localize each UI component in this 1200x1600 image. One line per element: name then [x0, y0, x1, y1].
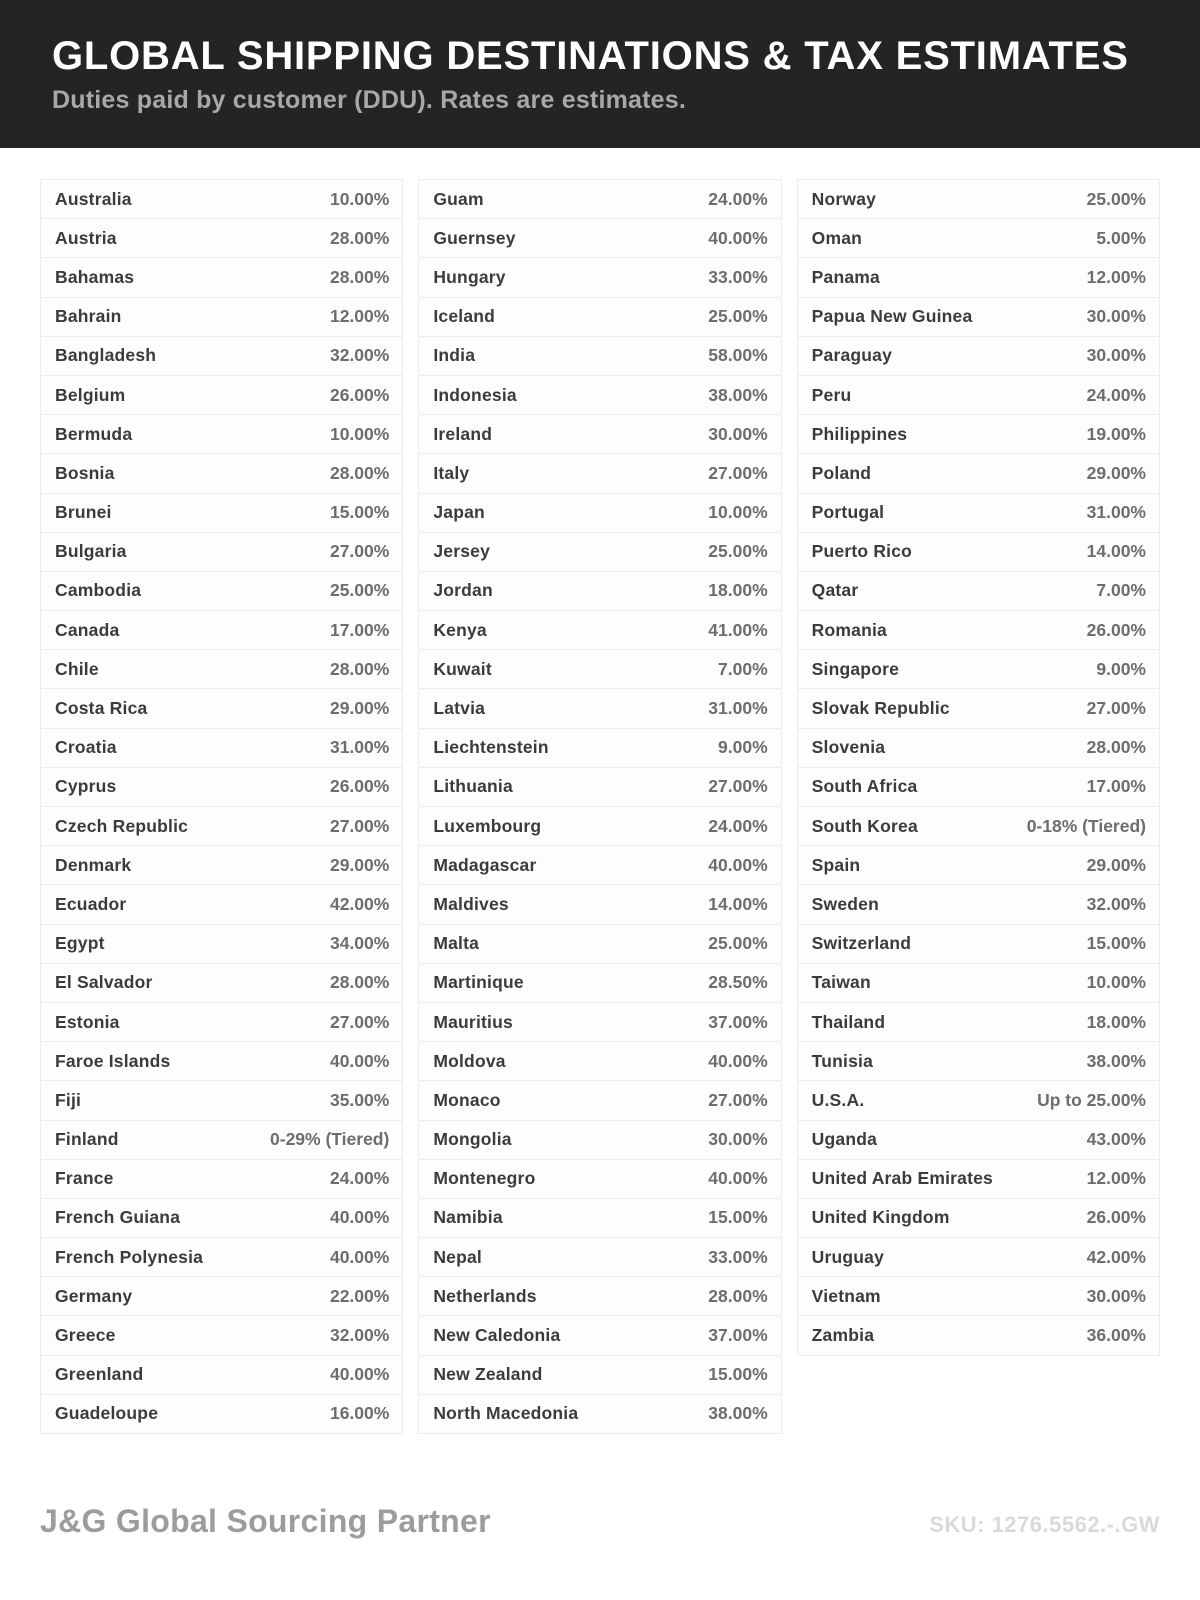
tax-rate: 38.00% [1086, 1050, 1146, 1071]
tax-rate: 43.00% [1086, 1129, 1146, 1150]
country-name: Jersey [433, 541, 491, 562]
country-name: Qatar [811, 580, 859, 601]
page-title: GLOBAL SHIPPING DESTINATIONS & TAX ESTIMATES [52, 34, 1129, 78]
tax-rate: 27.00% [708, 462, 768, 483]
page-subtitle: Duties paid by customer (DDU). Rates are estimates. [52, 86, 687, 114]
table-row [41, 1160, 402, 1199]
country-name: Oman [811, 227, 863, 248]
country-name: Austria [55, 227, 117, 248]
tax-rate: 40.00% [708, 1168, 768, 1189]
table-row [419, 807, 780, 846]
country-name: Puerto Rico [811, 541, 913, 562]
tax-rate: 24.00% [708, 815, 768, 836]
table-row [798, 964, 1159, 1003]
table-row [798, 415, 1159, 454]
country-name: Thailand [811, 1011, 886, 1032]
tax-rate: 12.00% [1086, 266, 1146, 287]
country-name: Denmark [55, 854, 132, 875]
table-row [798, 768, 1159, 807]
table-row [41, 689, 402, 728]
table-row [419, 1042, 780, 1081]
country-name: Zambia [811, 1325, 875, 1346]
country-name: United Kingdom [811, 1207, 950, 1228]
tax-rate: 28.00% [1086, 737, 1146, 758]
brand-name: J&G Global Sourcing Partner [40, 1503, 491, 1539]
table-row [419, 337, 780, 376]
table-row [798, 1042, 1159, 1081]
table-row [798, 925, 1159, 964]
country-name: Kuwait [433, 658, 492, 679]
table-row [41, 885, 402, 924]
tax-rate: 29.00% [329, 698, 390, 719]
table-row [41, 807, 402, 846]
table-row [41, 1395, 402, 1433]
country-name: New Caledonia [433, 1325, 561, 1346]
country-name: France [55, 1168, 114, 1189]
country-name: Philippines [811, 423, 908, 444]
table-row [41, 611, 402, 650]
table-row [798, 1003, 1159, 1042]
table-row [41, 1199, 402, 1238]
table-row [798, 494, 1159, 533]
country-name: Luxembourg [433, 815, 542, 836]
country-name: Vietnam [811, 1285, 881, 1306]
country-name: Panama [811, 266, 880, 287]
tax-rate: 28.00% [329, 972, 390, 993]
table-row [41, 376, 402, 415]
country-name: Canada [55, 619, 120, 640]
table-row [41, 258, 402, 297]
country-name: Belgium [55, 384, 126, 405]
table-row [419, 494, 780, 533]
tax-rate: 38.00% [708, 1403, 768, 1424]
table-row [798, 454, 1159, 493]
rates-column-1 [40, 179, 403, 1434]
tax-rate: 27.00% [329, 815, 390, 836]
country-name: Finland [55, 1129, 119, 1150]
tax-rate: 25.00% [708, 306, 768, 327]
table-row [41, 494, 402, 533]
tax-rate: 29.00% [1086, 854, 1146, 875]
tax-rate: 28.00% [329, 227, 390, 248]
country-name: Kenya [433, 619, 487, 640]
table-row [798, 180, 1159, 219]
table-row [41, 1316, 402, 1355]
tax-rate: 27.00% [708, 776, 768, 797]
country-name: Indonesia [433, 384, 517, 405]
country-name: Paraguay [811, 345, 893, 366]
tax-rate: 37.00% [708, 1325, 768, 1346]
table-row [419, 1199, 780, 1238]
country-name: Slovenia [811, 737, 886, 758]
country-name: Bulgaria [55, 541, 127, 562]
tax-rate: 33.00% [708, 1246, 768, 1267]
tax-rate: 32.00% [1086, 893, 1146, 914]
tax-rate: 10.00% [1086, 972, 1146, 993]
table-row [419, 729, 780, 768]
tax-rate: 33.00% [708, 266, 768, 287]
table-row [41, 337, 402, 376]
tax-rate: 12.00% [1086, 1168, 1146, 1189]
table-row [419, 1160, 780, 1199]
country-name: Papua New Guinea [811, 306, 973, 327]
table-row [798, 729, 1159, 768]
country-name: Czech Republic [55, 815, 189, 836]
country-name: Bosnia [55, 462, 115, 483]
country-name: U.S.A. [811, 1089, 865, 1110]
table-row [41, 219, 402, 258]
country-name: French Guiana [55, 1207, 181, 1228]
table-row [419, 1081, 780, 1120]
country-name: India [433, 345, 476, 366]
country-name: Lithuania [433, 776, 513, 797]
table-row [41, 298, 402, 337]
tax-rate: 29.00% [329, 854, 390, 875]
country-name: Germany [55, 1285, 133, 1306]
country-name: Liechtenstein [433, 737, 549, 758]
table-row [41, 846, 402, 885]
tax-rate: 31.00% [708, 698, 768, 719]
country-name: Italy [433, 462, 470, 483]
table-row [41, 964, 402, 1003]
tax-rate: 27.00% [708, 1089, 768, 1110]
tax-rate: 34.00% [329, 933, 390, 954]
country-name: Ireland [433, 423, 493, 444]
table-row [419, 964, 780, 1003]
table-row [41, 533, 402, 572]
tax-rate: 10.00% [329, 423, 390, 444]
table-row [419, 611, 780, 650]
tax-rate: 26.00% [329, 776, 390, 797]
tax-rate: 27.00% [1086, 698, 1146, 719]
country-name: Latvia [433, 698, 486, 719]
tax-rate: 9.00% [1096, 658, 1146, 679]
tax-rate: 9.00% [718, 737, 768, 758]
country-name: Japan [433, 502, 485, 523]
country-name: Guadeloupe [55, 1403, 159, 1424]
tax-rate: 36.00% [1086, 1325, 1146, 1346]
tax-rate: 5.00% [1096, 227, 1146, 248]
table-row [41, 1356, 402, 1395]
tax-rate: 16.00% [329, 1403, 390, 1424]
tax-rate: 26.00% [1086, 1207, 1146, 1228]
tax-rate: 14.00% [1086, 541, 1146, 562]
country-name: Tunisia [811, 1050, 874, 1071]
country-name: Faroe Islands [55, 1050, 171, 1071]
tax-rate: 35.00% [329, 1089, 390, 1110]
tax-rate: 17.00% [1086, 776, 1146, 797]
country-name: Mauritius [433, 1011, 513, 1032]
country-name: French Polynesia [55, 1246, 204, 1267]
table-row [419, 689, 780, 728]
table-row [41, 415, 402, 454]
tax-rate: 15.00% [708, 1364, 768, 1385]
country-name: Uganda [811, 1129, 878, 1150]
country-name: Guernsey [433, 227, 516, 248]
country-name: Martinique [433, 972, 524, 993]
tax-rate: 18.00% [708, 580, 768, 601]
table-row [798, 258, 1159, 297]
tax-rate: 30.00% [1086, 345, 1146, 366]
tax-rate: 26.00% [1086, 619, 1146, 640]
table-row [419, 1238, 780, 1277]
country-name: Maldives [433, 893, 509, 914]
table-row [419, 1356, 780, 1395]
tax-rate: 38.00% [708, 384, 768, 405]
tax-rate: 7.00% [718, 658, 768, 679]
table-row [798, 885, 1159, 924]
country-name: Portugal [811, 502, 885, 523]
table-row [419, 1316, 780, 1355]
rates-column-2 [418, 179, 781, 1434]
tax-rate: 40.00% [708, 854, 768, 875]
country-name: Cyprus [55, 776, 117, 797]
country-name: Guam [433, 188, 484, 209]
table-row [419, 1121, 780, 1160]
table-row [798, 1121, 1159, 1160]
table-row [798, 376, 1159, 415]
table-row [419, 258, 780, 297]
table-row [41, 454, 402, 493]
country-name: Costa Rica [55, 698, 148, 719]
table-row [419, 533, 780, 572]
country-name: Jordan [433, 580, 493, 601]
country-name: Bahamas [55, 266, 135, 287]
tax-rate: 40.00% [329, 1246, 390, 1267]
tax-rate: 28.00% [329, 462, 390, 483]
tax-rate: 40.00% [329, 1364, 390, 1385]
tax-rate: 10.00% [708, 502, 768, 523]
country-name: Taiwan [811, 972, 871, 993]
header-banner [0, 0, 1200, 148]
table-row [419, 1277, 780, 1316]
country-name: Malta [433, 933, 480, 954]
tax-rate: 37.00% [708, 1011, 768, 1032]
country-name: Montenegro [433, 1168, 536, 1189]
table-row [419, 219, 780, 258]
country-name: Peru [811, 384, 852, 405]
country-name: Australia [55, 188, 132, 209]
country-name: Bermuda [55, 423, 133, 444]
tax-rate: Up to 25.00% [1037, 1089, 1146, 1110]
country-name: Norway [811, 188, 877, 209]
tax-rate: 27.00% [329, 1011, 390, 1032]
country-name: Chile [55, 658, 99, 679]
country-name: Singapore [811, 658, 900, 679]
table-row [798, 1238, 1159, 1277]
table-row [41, 1003, 402, 1042]
country-name: Cambodia [55, 580, 142, 601]
country-name: Romania [811, 619, 887, 640]
table-row [798, 807, 1159, 846]
tax-rate: 0-29% (Tiered) [270, 1129, 390, 1150]
tax-rate: 25.00% [708, 933, 768, 954]
country-name: Namibia [433, 1207, 503, 1228]
table-row [798, 1081, 1159, 1120]
table-row [798, 337, 1159, 376]
country-name: Greenland [55, 1364, 144, 1385]
table-row [41, 1042, 402, 1081]
tax-rate: 40.00% [708, 1050, 768, 1071]
tax-rate: 30.00% [1086, 1285, 1146, 1306]
table-row [419, 454, 780, 493]
country-name: Hungary [433, 266, 506, 287]
table-row [41, 768, 402, 807]
table-row [798, 1199, 1159, 1238]
table-row [419, 846, 780, 885]
table-row [41, 650, 402, 689]
tax-rate: 17.00% [329, 619, 390, 640]
country-name: South Africa [811, 776, 918, 797]
country-name: Mongolia [433, 1129, 512, 1150]
table-row [798, 533, 1159, 572]
tax-rate: 32.00% [329, 1325, 390, 1346]
tax-rate: 25.00% [329, 580, 390, 601]
footer [40, 1503, 1160, 1540]
tax-rate: 31.00% [329, 737, 390, 758]
table-row [41, 572, 402, 611]
country-name: Greece [55, 1325, 116, 1346]
country-name: Uruguay [811, 1246, 885, 1267]
table-row [41, 1081, 402, 1120]
table-row [41, 729, 402, 768]
table-row [419, 1395, 780, 1433]
tax-rate: 58.00% [708, 345, 768, 366]
tax-rate: 28.00% [329, 658, 390, 679]
tax-rate: 15.00% [1086, 933, 1146, 954]
tax-rate: 18.00% [1086, 1011, 1146, 1032]
tax-rate: 25.00% [708, 541, 768, 562]
tax-rate: 24.00% [1086, 384, 1146, 405]
tax-rate: 27.00% [329, 541, 390, 562]
tax-rate: 30.00% [708, 1129, 768, 1150]
country-name: Croatia [55, 737, 117, 758]
country-name: Madagascar [433, 854, 537, 875]
table-row [419, 415, 780, 454]
rates-column-3 [797, 179, 1160, 1356]
tax-rate: 31.00% [1086, 502, 1146, 523]
table-row [798, 1277, 1159, 1316]
country-name: Sweden [811, 893, 879, 914]
tax-rate: 0-18% (Tiered) [1026, 815, 1146, 836]
sku-label: SKU: 1276.5562.-.GW [929, 1512, 1160, 1537]
tax-rate: 7.00% [1096, 580, 1146, 601]
country-name: Switzerland [811, 933, 912, 954]
tax-rate: 30.00% [1086, 306, 1146, 327]
table-row [419, 298, 780, 337]
tax-rate: 14.00% [708, 893, 768, 914]
rates-table [40, 179, 1160, 1434]
table-row [798, 611, 1159, 650]
country-name: Spain [811, 854, 861, 875]
tax-rate: 42.00% [329, 893, 390, 914]
country-name: Monaco [433, 1089, 501, 1110]
tax-rate: 19.00% [1086, 423, 1146, 444]
country-name: Poland [811, 462, 872, 483]
table-row [798, 298, 1159, 337]
country-name: Brunei [55, 502, 112, 523]
country-name: Netherlands [433, 1285, 537, 1306]
tax-rate: 15.00% [708, 1207, 768, 1228]
country-name: El Salvador [55, 972, 153, 993]
tax-rate: 40.00% [329, 1207, 390, 1228]
tax-rate: 24.00% [708, 188, 768, 209]
country-name: Moldova [433, 1050, 506, 1071]
tax-rate: 24.00% [329, 1168, 390, 1189]
tax-rate: 41.00% [708, 619, 768, 640]
tax-rate: 42.00% [1086, 1246, 1146, 1267]
tax-rate: 26.00% [329, 384, 390, 405]
country-name: North Macedonia [433, 1403, 579, 1424]
table-row [419, 925, 780, 964]
table-row [419, 376, 780, 415]
tax-rate: 28.00% [708, 1285, 768, 1306]
country-name: Bangladesh [55, 345, 157, 366]
table-row [41, 1238, 402, 1277]
table-row [798, 846, 1159, 885]
table-row [798, 1316, 1159, 1354]
table-row [41, 1121, 402, 1160]
table-row [41, 180, 402, 219]
table-row [798, 572, 1159, 611]
table-row [41, 1277, 402, 1316]
tax-rate: 40.00% [329, 1050, 390, 1071]
table-row [419, 1003, 780, 1042]
country-name: Bahrain [55, 306, 122, 327]
country-name: Nepal [433, 1246, 482, 1267]
table-row [41, 925, 402, 964]
tax-rate: 30.00% [708, 423, 768, 444]
table-row [798, 689, 1159, 728]
tax-rate: 22.00% [329, 1285, 390, 1306]
country-name: South Korea [811, 815, 918, 836]
tax-rate: 28.50% [708, 972, 768, 993]
table-row [419, 180, 780, 219]
country-name: Egypt [55, 933, 105, 954]
tax-rate: 10.00% [329, 188, 390, 209]
country-name: Slovak Republic [811, 698, 950, 719]
table-row [798, 650, 1159, 689]
country-name: Iceland [433, 306, 496, 327]
table-row [798, 1160, 1159, 1199]
tax-rate: 15.00% [329, 502, 390, 523]
tax-rate: 32.00% [329, 345, 390, 366]
country-name: Estonia [55, 1011, 120, 1032]
country-name: New Zealand [433, 1364, 543, 1385]
tax-rate: 28.00% [329, 266, 390, 287]
tax-rate: 40.00% [708, 227, 768, 248]
country-name: United Arab Emirates [811, 1168, 993, 1189]
tax-rate: 12.00% [329, 306, 390, 327]
table-row [798, 219, 1159, 258]
tax-rate: 25.00% [1086, 188, 1146, 209]
table-row [419, 768, 780, 807]
country-name: Fiji [55, 1089, 82, 1110]
table-row [419, 885, 780, 924]
tax-rate: 29.00% [1086, 462, 1146, 483]
country-name: Ecuador [55, 893, 127, 914]
table-row [419, 650, 780, 689]
table-row [419, 572, 780, 611]
